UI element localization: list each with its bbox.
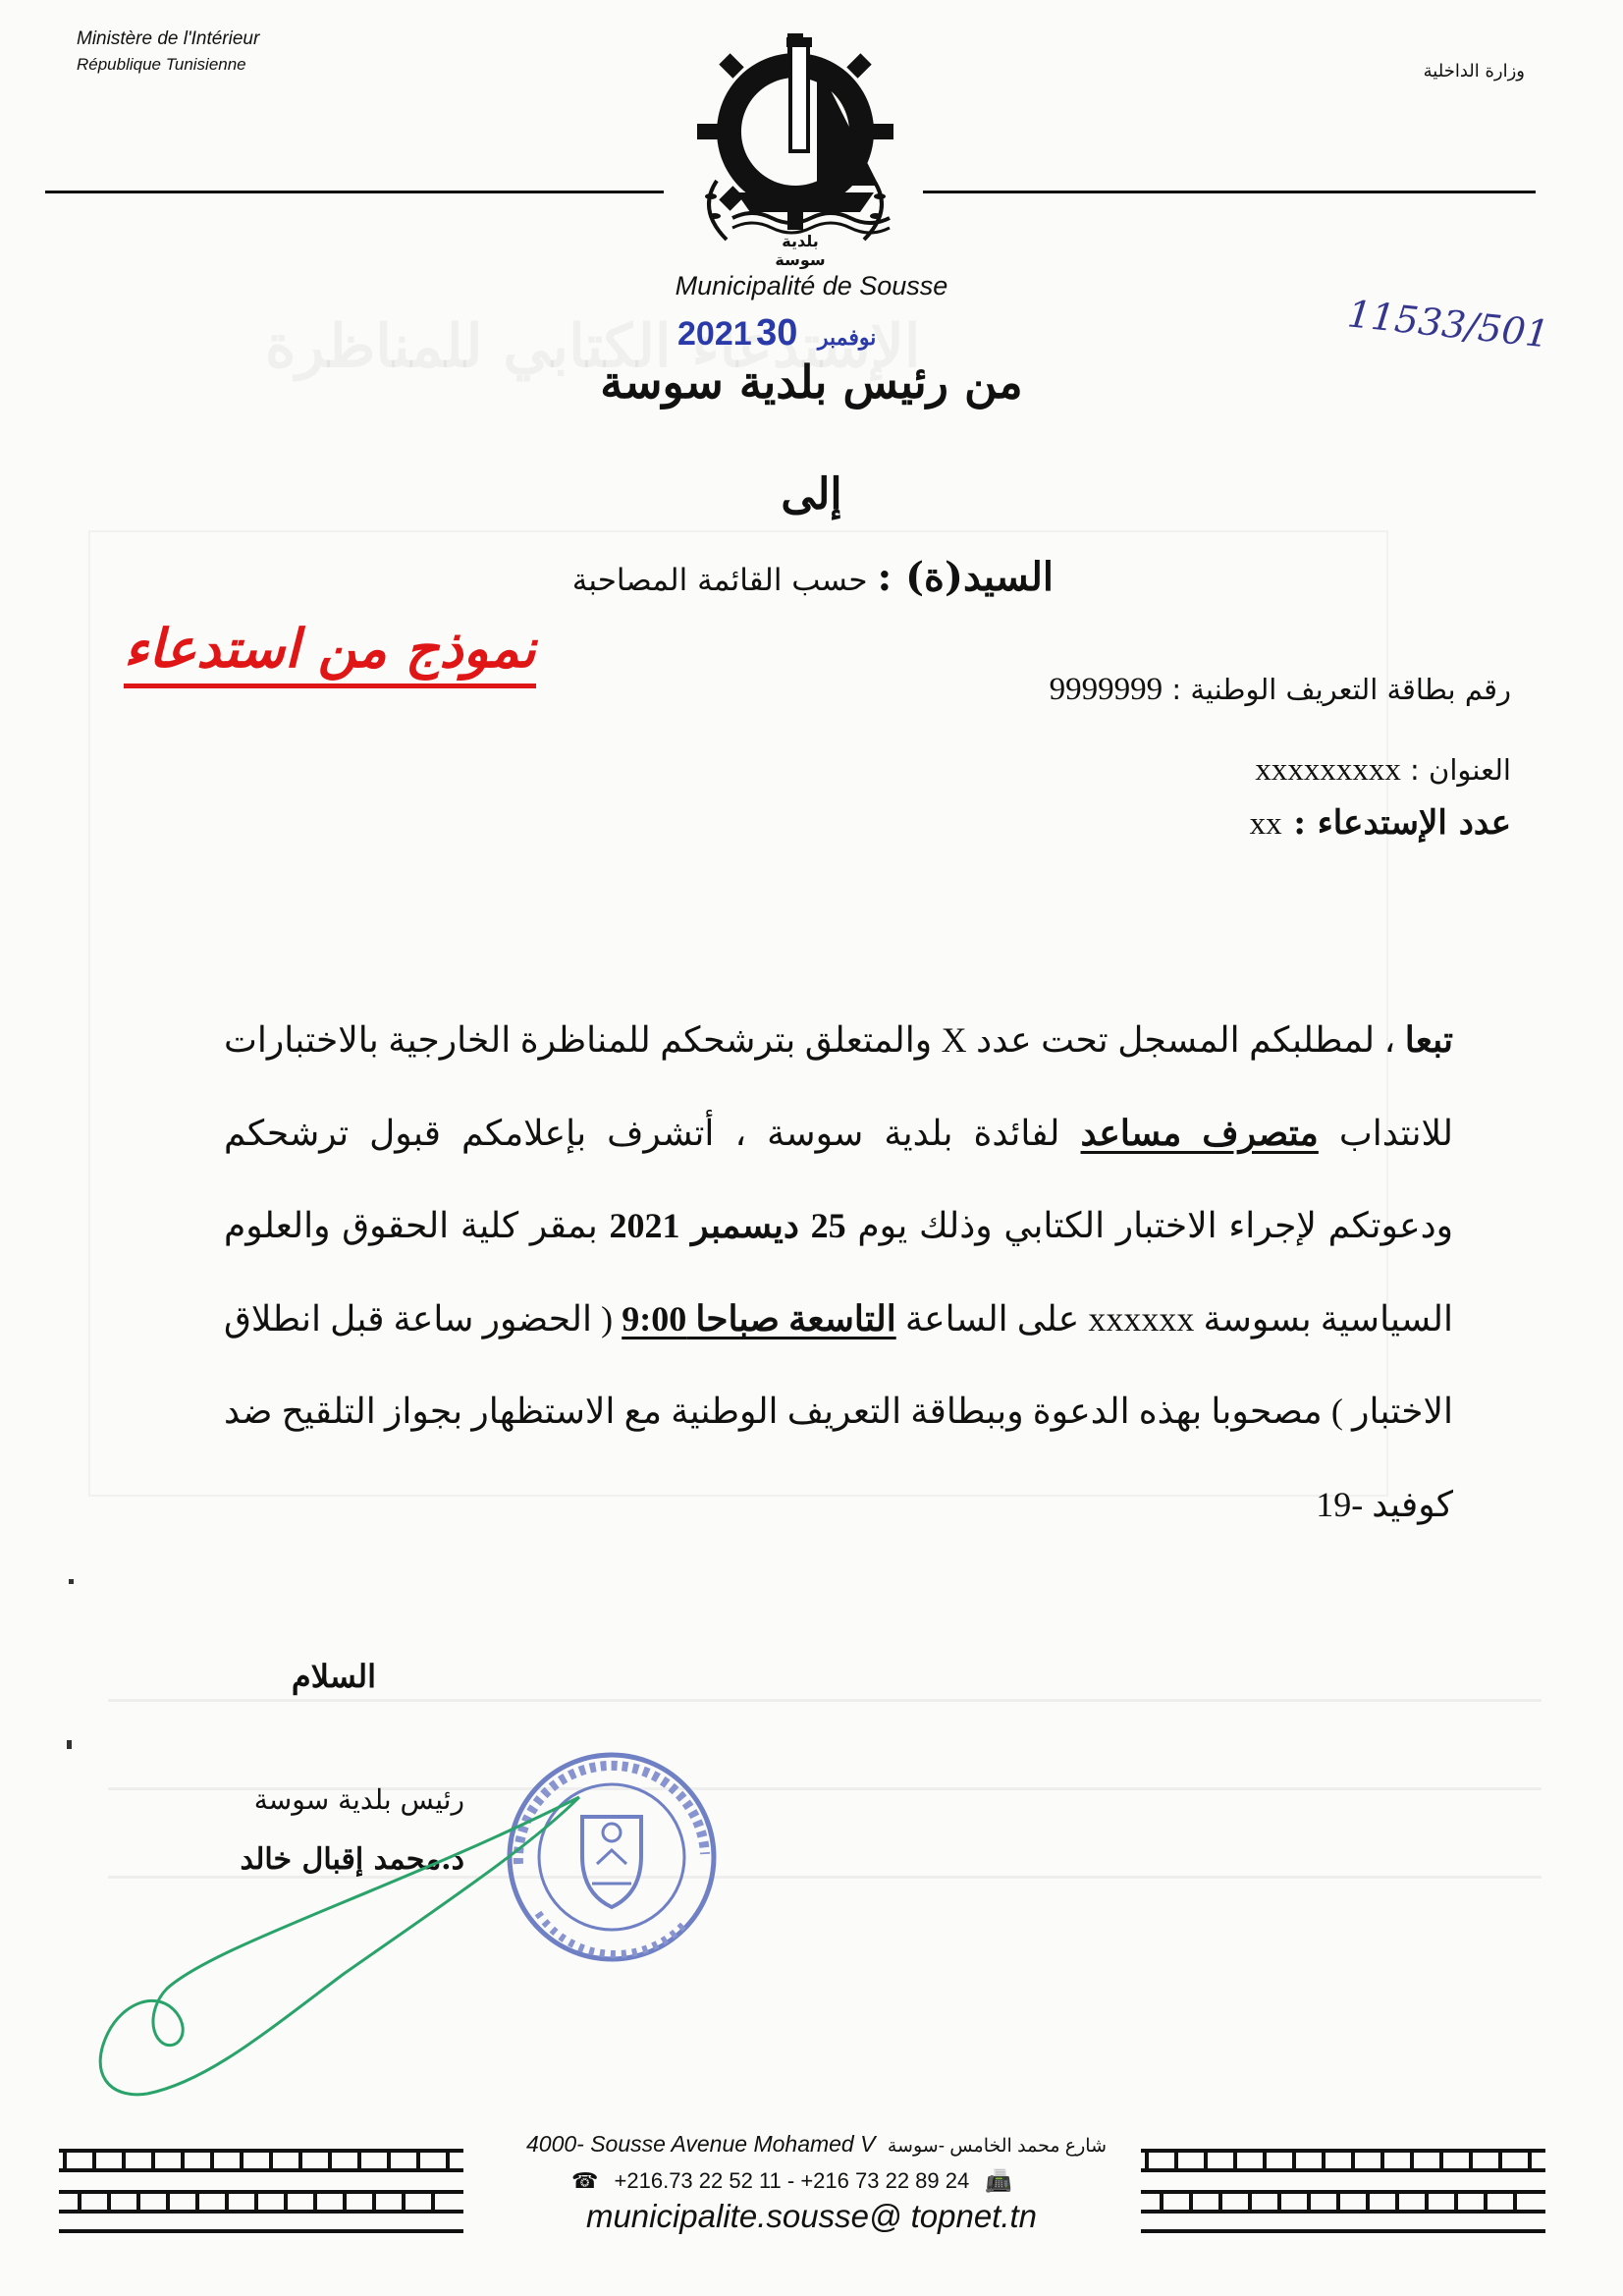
signatory-name: د.محمد إقبال خالد	[240, 1842, 464, 1877]
letter-title: من رئيس بلدية سوسة	[600, 355, 1023, 409]
fax-icon: 📠	[985, 2168, 1012, 2193]
date-stamp	[677, 312, 897, 355]
margin-dot	[69, 1579, 74, 1584]
id-card-label: رقم بطاقة التعريف الوطنية :	[1171, 673, 1511, 706]
body-opening: تبعا	[1404, 1020, 1453, 1060]
handwritten-signature	[69, 1787, 599, 2111]
phone-icon: ☎	[571, 2168, 599, 2193]
sample-watermark-label: نموذج من استدعاء	[124, 615, 536, 688]
body-position: متصرف مساعد	[1080, 1113, 1319, 1153]
summons-label: عدد الإستدعاء :	[1293, 803, 1511, 843]
stamp-month: نوفمبر	[817, 325, 877, 350]
header-left	[77, 24, 259, 76]
republic-fr: République Tunisienne	[77, 55, 246, 74]
ministry-fr: Ministère de l'Intérieur	[77, 28, 260, 49]
address-line	[1255, 752, 1511, 789]
id-card-line	[1050, 672, 1511, 708]
header-rule-right	[923, 191, 1536, 193]
closing-salutation: السلام	[291, 1658, 376, 1695]
body-part-6: بمقر كلية الحقوق والعلوم السياسية بسوسة xxxxxx على الساعة	[224, 1206, 1454, 1339]
show-through-ghost-line	[108, 1699, 1542, 1702]
recipient-line	[572, 554, 1054, 600]
signatory-title: رئيس بلدية سوسة	[253, 1783, 464, 1816]
recipient-value: حسب القائمة المصاحبة	[571, 563, 868, 598]
stamp-year: 2021	[677, 315, 752, 353]
id-card-value: 9999999	[1049, 672, 1163, 707]
footer-address	[526, 2131, 1107, 2158]
footer-address-ar: شارع محمد الخامس -سوسة	[887, 2136, 1108, 2157]
body-part-8: ( الحضور ساعة قبل انطلاق الاختبار ) مصحوبا بهذه الدعوة وببطاقة التعريف الوطنية مع الاستظهار بجواز التلقيح ضد كوفيد -19	[224, 1298, 1453, 1524]
addressee-to: إلى	[781, 469, 842, 519]
footer-address-fr: 4000- Sousse Avenue Mohamed V	[526, 2131, 876, 2157]
reference-number: 11533/501	[1345, 292, 1551, 356]
stamp-day: 30	[756, 312, 798, 354]
address-value: xxxxxxxxx	[1255, 752, 1401, 788]
footer-phones: +216.73 22 52 11 - +216 73 22 89 24	[614, 2168, 970, 2193]
margin-dot	[67, 1740, 72, 1749]
recipient-label: السيد(ة) :	[877, 554, 1054, 600]
footer-phones-line	[571, 2168, 1012, 2194]
ministry-ar: وزارة الداخلية	[1423, 61, 1525, 82]
letter-body	[224, 994, 1453, 1551]
municipality-fr: Municipalité de Sousse	[675, 271, 948, 301]
summons-line	[1250, 803, 1511, 843]
header-rule-left	[45, 191, 664, 193]
logo-text-ar: بلدية سوسة	[775, 232, 826, 269]
body-part-4: لفائدة بلدية سوسة ، أتشرف بإعلامكم قبول ترشحكم ودعوتكم لإجراء الاختبار الكتابي وذلك يوم	[224, 1113, 1454, 1245]
body-exam-date: 25 ديسمبر 2021	[609, 1206, 846, 1245]
address-label: العنوان :	[1410, 753, 1511, 787]
footer-email: municipalite.sousse@ topnet.tn	[585, 2198, 1038, 2234]
summons-value: xx	[1249, 806, 1282, 842]
body-part-2: ، لمطلبكم المسجل تحت عدد X والمتعلق بترشحكم للمناظرة الخارجية بالاختبارات للانتداب	[224, 1020, 1453, 1153]
body-exam-time: التاسعة صباحا 9:00	[622, 1298, 896, 1339]
